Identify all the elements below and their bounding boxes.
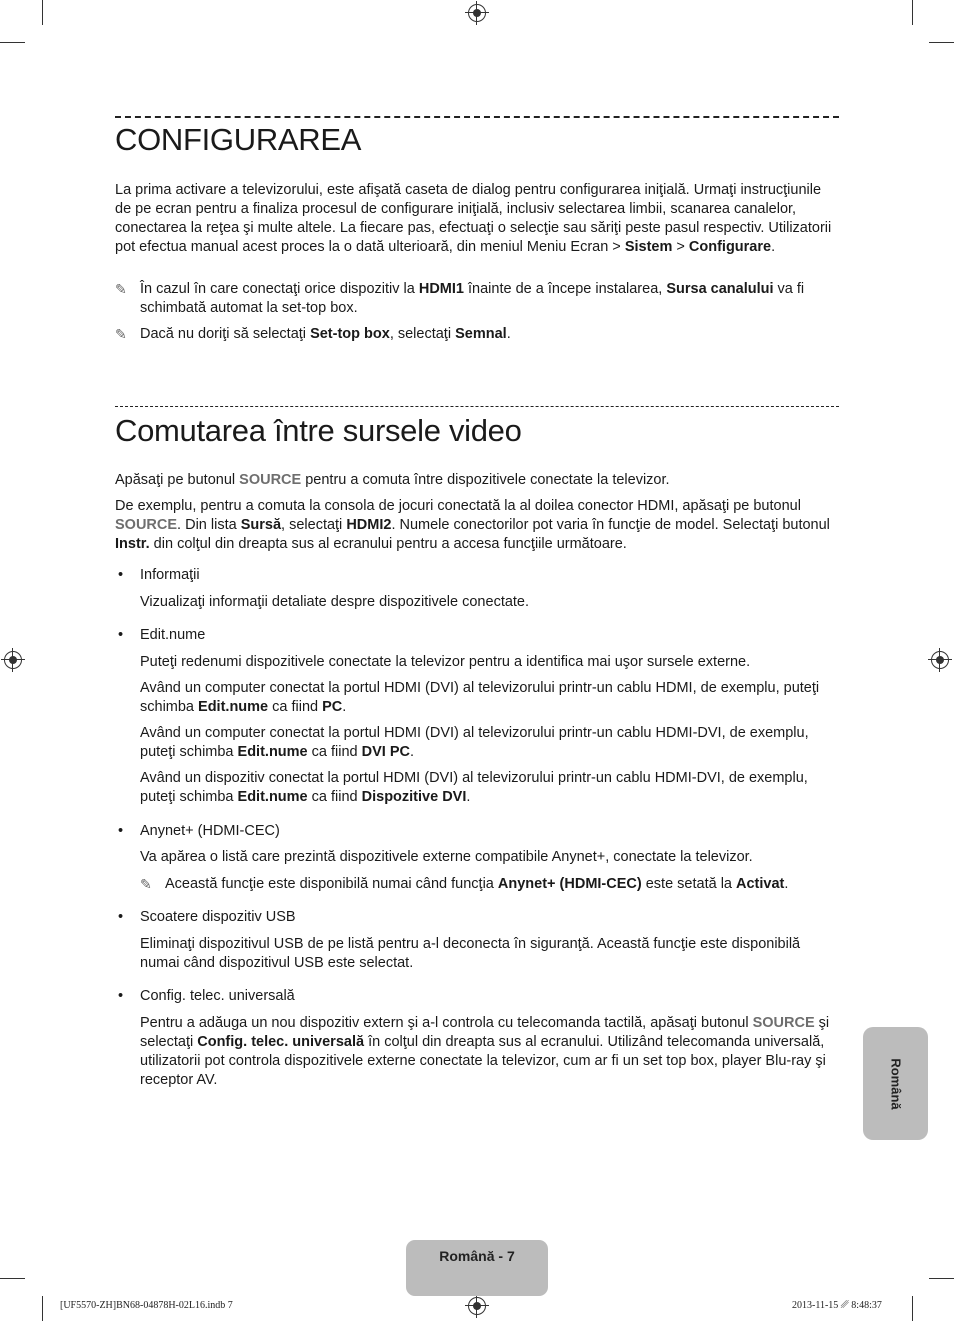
crop-mark (42, 1296, 43, 1321)
bullet-description: Vizualizaţi informaţii detaliate despre dispozitivele conectate. (140, 594, 530, 610)
bullet-description: Având un dispozitiv conectat la portul HDMI (DVI) al televizorului printr-un cablu HDMI-DVI, de exemplu, puteţi schimba Edit.nume ca fiind Dispozitive DVI. (140, 770, 808, 805)
note-text: Această funcţie este disponibilă numai când funcţia Anynet+ (HDMI-CEC) este setată la Activat. (165, 876, 789, 892)
registration-mark-icon (468, 4, 486, 22)
crop-mark (929, 42, 954, 43)
bullet-description: Va apărea o listă care prezintă dispozitivele externe compatibile Anynet+, conectate la televizor. (140, 849, 753, 865)
bullet-description: Eliminaţi dispozitivul USB de pe listă pentru a-l deconecta în siguranţă. Această funcţie este disponibilă numai când dispozitivul USB este selectat. (140, 936, 801, 971)
bullet-label: Edit.nume (140, 627, 206, 643)
section-divider (115, 406, 839, 407)
language-label: Română (888, 1057, 903, 1110)
pencil-note-icon: ✎ (140, 876, 152, 892)
source-button-ref: SOURCE (239, 472, 302, 488)
crop-mark (929, 1278, 954, 1279)
section-title: Comutarea între sursele video (115, 413, 522, 448)
bullet-label: Config. telec. universală (140, 988, 295, 1004)
page-number-tab (406, 1240, 548, 1296)
crop-mark (0, 1278, 25, 1279)
paragraph: De exemplu, pentru a comuta la consola de jocuri conectată la al doilea conector HDMI, apăsaţi pe butonul SOURCE. Din lista Sursă, selectaţi HDMI2. Numele conectorilor pot varia în funcţie de model. Selectaţi butonul Instr. din colţul din dreapta sus al ecranului pentru a accesa funcţiile următoare. (115, 498, 830, 552)
registration-mark-icon (468, 1297, 486, 1315)
registration-mark-icon (931, 651, 949, 669)
bullet-description: Puteţi redenumi dispozitivele conectate la televizor pentru a identifica mai uşor sursele externe. (140, 654, 751, 670)
note (140, 875, 840, 894)
crop-mark (42, 0, 43, 25)
source-button-ref: SOURCE (115, 517, 178, 533)
section-divider (115, 116, 839, 118)
page-number: Română - 7 (439, 1248, 515, 1264)
paragraph: Apăsaţi pe butonul SOURCE pentru a comuta între dispozitivele conectate la televizor. (115, 472, 670, 488)
bullet-label: Scoatere dispozitiv USB (140, 909, 296, 925)
registration-mark-icon (4, 651, 22, 669)
bullet-description: Având un computer conectat la portul HDMI (DVI) al televizorului printr-un cablu HDMI-DVI, de exemplu, puteţi schimba Edit.nume ca fiind DVI PC. (140, 725, 809, 760)
source-button-ref: SOURCE (752, 1015, 815, 1031)
bullet-description: Având un computer conectat la portul HDMI (DVI) al televizorului printr-un cablu HDMI, de exemplu, puteţi schimba Edit.nume ca fiind PC. (140, 680, 820, 715)
note (115, 280, 840, 318)
crop-mark (0, 42, 25, 43)
pencil-note-icon: ✎ (115, 281, 127, 297)
bullet-label: Informaţii (140, 567, 200, 583)
intro-paragraph: La prima activare a televizorului, este afişată caseta de dialog pentru configurarea iniţială. Urmaţi instrucţiunile de pe ecran pentru a finaliza procesul de configurare iniţială, inclusiv selectarea limbii, scanarea canalelor, conectarea la reţea şi multe altele. La fiecare pas, efectuaţi o selecţie sau săriţi peste pasul respectiv. Utilizatorii pot efectua manual acest proces la o dată ulterioară, din meniul Meniu Ecran > Sistem > Configurare. (115, 182, 832, 255)
pencil-note-icon: ✎ (115, 326, 127, 342)
note (115, 325, 840, 344)
bullet-description: Pentru a adăuga un nou dispozitiv extern şi a-l controla cu telecomanda tactilă, apăsaţi butonul SOURCE şi selectaţi Config. telec. universală în colţul din dreapta sus al ecranului. Utilizând telecomanda universală, utilizatorii pot controla dispozitivele externe conectate la televizor, cum ar fi un set top box, player Blu-ray şi receptor AV. (140, 1015, 830, 1088)
language-side-tab (863, 1027, 928, 1140)
bullet-label: Anynet+ (HDMI-CEC) (140, 823, 280, 839)
footer-timestamp: 2013-11-15 ␥ 8:48:37 (792, 1300, 882, 1311)
note-text: În cazul în care conectaţi orice dispozitiv la HDMI1 înainte de a începe instalarea, Sursa canalului va fi schimbată automat la set-top box. (140, 281, 805, 316)
crop-mark (912, 0, 913, 25)
footer-file-info: [UF5570-ZH]BN68-04878H-02L16.indb 7 (60, 1300, 233, 1311)
crop-mark (912, 1296, 913, 1321)
section-title: CONFIGURAREA (115, 122, 362, 157)
note-text: Dacă nu doriţi să selectaţi Set-top box, selectaţi Semnal. (140, 326, 511, 342)
